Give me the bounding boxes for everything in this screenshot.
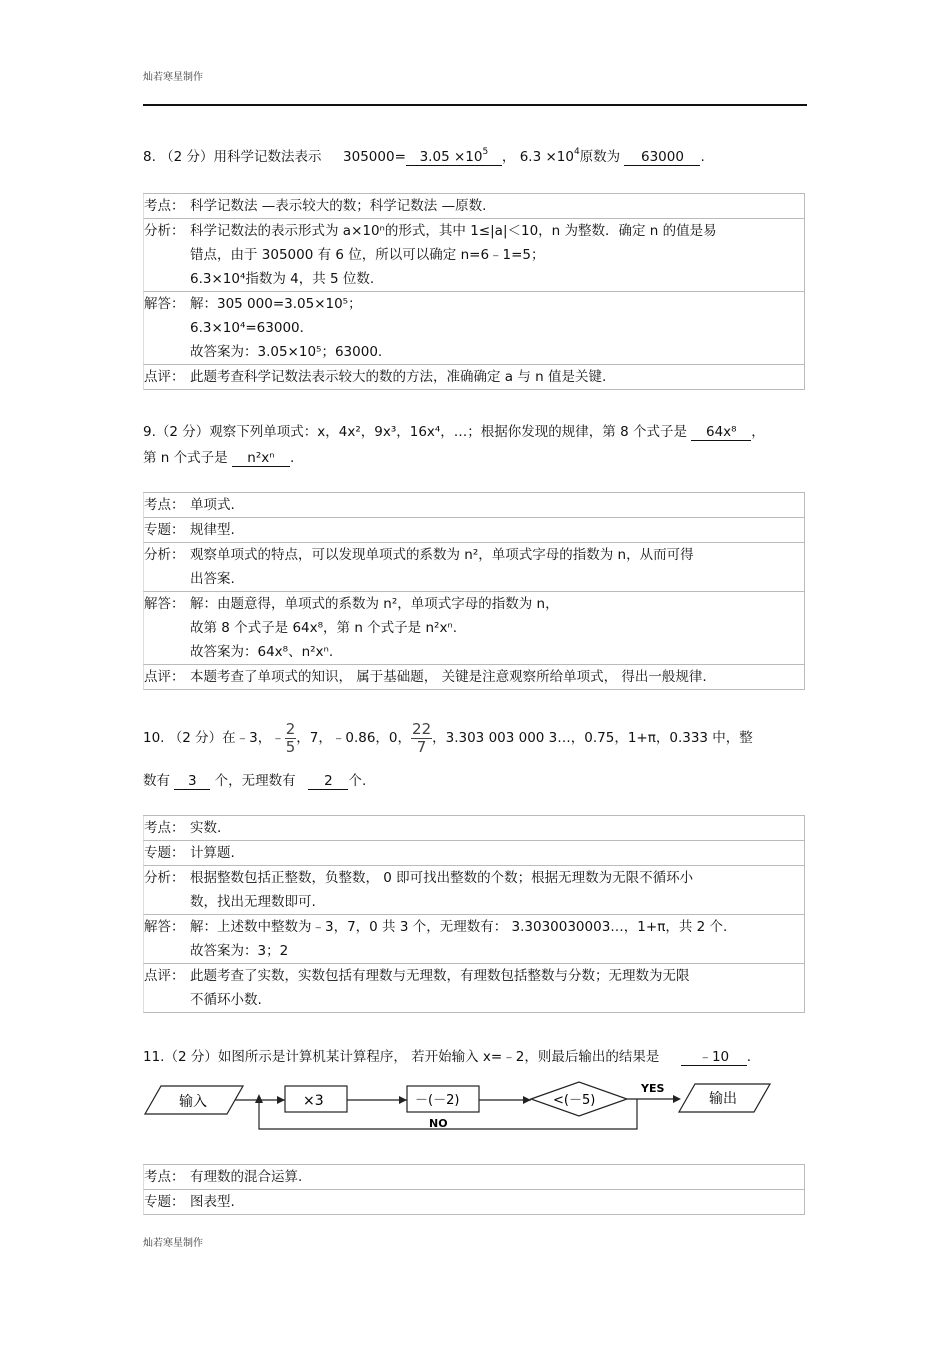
row-label: 点评： [144,669,185,685]
row-line: 计算题. [190,845,235,861]
solution-row [143,816,805,841]
question-10-line2: 数有 3 个，无理数有 2 个. [143,773,367,789]
row-line: 6.3×10⁴指数为 4，共 5 位数. [190,271,375,287]
q11-answer: ﹣10 [681,1045,747,1066]
q8-prefix: 8. （2 分）用科学记数法表示 [143,149,322,165]
row-content [190,518,804,542]
row-line: 解：305 000=3.05×10⁵； [190,296,362,312]
flow-input-label: 输入 [179,1094,207,1110]
row-line: 此题考查了实数，实数包括有理数与无理数，有理数包括整数与分数；无理数为无限 [190,968,690,984]
solution-row [143,493,805,518]
row-content [190,592,804,664]
row-label: 分析： [144,223,185,239]
row-line: 故答案为：64x⁸、n²xⁿ. [190,644,334,660]
row-label: 解答： [144,596,185,612]
q10-answer-2: 2 [308,773,348,790]
solution-row [143,543,805,592]
row-line: 根据整数包括正整数，负整数， 0 即可找出整数的个数；根据无理数为无限不循环小 [190,870,694,886]
solution-row [143,194,805,219]
flow-output-label: 输出 [709,1091,737,1107]
row-content [190,915,804,963]
row-label: 解答： [144,296,185,312]
row-label: 考点： [144,1169,185,1185]
row-label: 分析： [144,547,185,563]
row-label: 考点： [144,198,185,214]
row-content [190,841,804,865]
row-line: 故答案为：3.05×10⁵；63000. [190,344,383,360]
question-8: 8. （2 分）用科学记数法表示 $305000= 3.05 \times 10^5$ ， $6.3 \times 10^4$原数为 63000 . [143,147,705,165]
flow-yes-label: YES [641,1082,665,1095]
row-line: 图表型. [190,1194,235,1210]
page-footer: 灿若寒星制作 [143,1238,203,1249]
q10-solution-table [143,815,805,1013]
row-content [190,493,804,517]
row-content [190,1165,804,1189]
row-line: 观察单项式的特点，可以发现单项式的系数为 n²，单项式字母的指数为 n，从而可得 [190,547,694,563]
fraction-22-7: $\frac{22}{7}$ [412,719,432,756]
row-line: 科学记数法的表示形式为 a×10ⁿ的形式，其中 1≤|a|＜10，n 为整数．确定 n 的值是易 [190,223,717,239]
row-line: 解：由题意得，单项式的系数为 n²，单项式字母的指数为 n， [190,596,559,612]
row-content [190,219,804,291]
q10-answer-1: 3 [174,773,210,790]
row-line: 数，找出无理数即可. [190,894,316,910]
flow-step2-label: －(－2) [415,1093,460,1108]
row-line: 单项式. [190,497,235,513]
question-9: 9.（2 分）观察下列单项式：x，4x²，9x³，16x⁴，…；根据你发现的规律，第 8 个式子是 64x⁸ ， [143,424,765,440]
row-label: 分析： [144,870,185,886]
q9-answer-2: n²xⁿ [232,450,290,467]
solution-row [143,665,805,690]
row-content [190,1190,804,1214]
row-line: 6.3×10⁴=63000． [190,320,314,336]
row-label: 解答： [144,919,185,935]
fraction-2-5: $\frac{2}{5}$ [285,719,296,756]
row-line: 出答案. [190,571,235,587]
question-11: 11.（2 分）如图所示是计算机某计算程序， 若开始输入 x=﹣2，则最后输出的结果是 ﹣10 . [143,1045,751,1066]
row-label: 考点： [144,497,185,513]
q9-answer-1: 64x⁸ [691,424,751,441]
row-label: 点评： [144,369,185,385]
row-line: 实数. [190,820,222,836]
row-line: 不循环小数. [190,992,262,1008]
question-10: 10. （2 分）在﹣3，﹣ $\frac{2}{5}$ ，7，﹣0.86，0， $\frac{22}{7}$ ，3.303 003 000 3…，0.75，1+π，0.333 中，整 [143,719,753,756]
row-line: 有理数的混合运算. [190,1169,303,1185]
flow-no-label: NO [429,1117,448,1130]
question-9-line2: 第 n 个式子是 n²xⁿ . [143,450,295,466]
row-content [190,194,804,218]
q8-answer-2: 63000 [624,149,700,166]
solution-row [143,841,805,866]
row-line: 解：上述数中整数为﹣3，7，0 共 3 个，无理数有： 3.3030030003…，1+π，共 2 个. [190,919,728,935]
q8-solution-table [143,193,805,390]
row-content [190,665,804,689]
row-line: 规律型. [190,522,235,538]
row-content [190,292,804,364]
solution-row [143,219,805,292]
q9-line1: 9.（2 分）观察下列单项式：x，4x²，9x³，16x⁴，…；根据你发现的规律，第 8 个式子是 [143,424,687,440]
q8-answer-1: $3.05 \times 10^5$ [406,149,502,166]
row-label: 专题： [144,845,185,861]
solution-row [143,1190,805,1215]
flow-diagram [143,1074,783,1136]
row-label: 专题： [144,522,185,538]
solution-row [143,915,805,964]
solution-row [143,292,805,365]
row-line: 本题考查了单项式的知识， 属于基础题， 关键是注意观察所给单项式， 得出一般规律. [190,669,707,685]
row-label: 考点： [144,820,185,836]
solution-row [143,866,805,915]
row-content [190,816,804,840]
solution-row [143,964,805,1013]
q11-solution-table [143,1164,805,1215]
row-content [190,543,804,591]
row-line: 此题考查科学记数法表示较大的数的方法，准确确定 a 与 n 值是关键. [190,369,607,385]
row-line: 故第 8 个式子是 64x⁸，第 n 个式子是 n²xⁿ. [190,620,458,636]
flow-condition-label: <(－5) [553,1093,596,1108]
q9-solution-table [143,492,805,690]
page-header: 灿若寒星制作 [143,72,203,83]
q8-mid: $6.3 \times 10^4$ [519,147,580,165]
flow-step1-label: ×3 [303,1093,324,1109]
solution-row [143,518,805,543]
row-content [190,866,804,914]
row-line: 错点，由于 305000 有 6 位，所以可以确定 n=6﹣1=5； [190,247,545,263]
solution-row [143,592,805,665]
row-content [190,365,804,389]
solution-row [143,1165,805,1190]
row-label: 点评： [144,968,185,984]
solution-row [143,365,805,390]
row-line: 科学记数法 —表示较大的数；科学记数法 —原数. [190,198,487,214]
row-line: 故答案为：3；2 [190,943,289,959]
row-label: 专题： [144,1194,185,1210]
row-content [190,964,804,1012]
header-rule [143,104,807,106]
q8-number: 305000= [343,149,406,165]
